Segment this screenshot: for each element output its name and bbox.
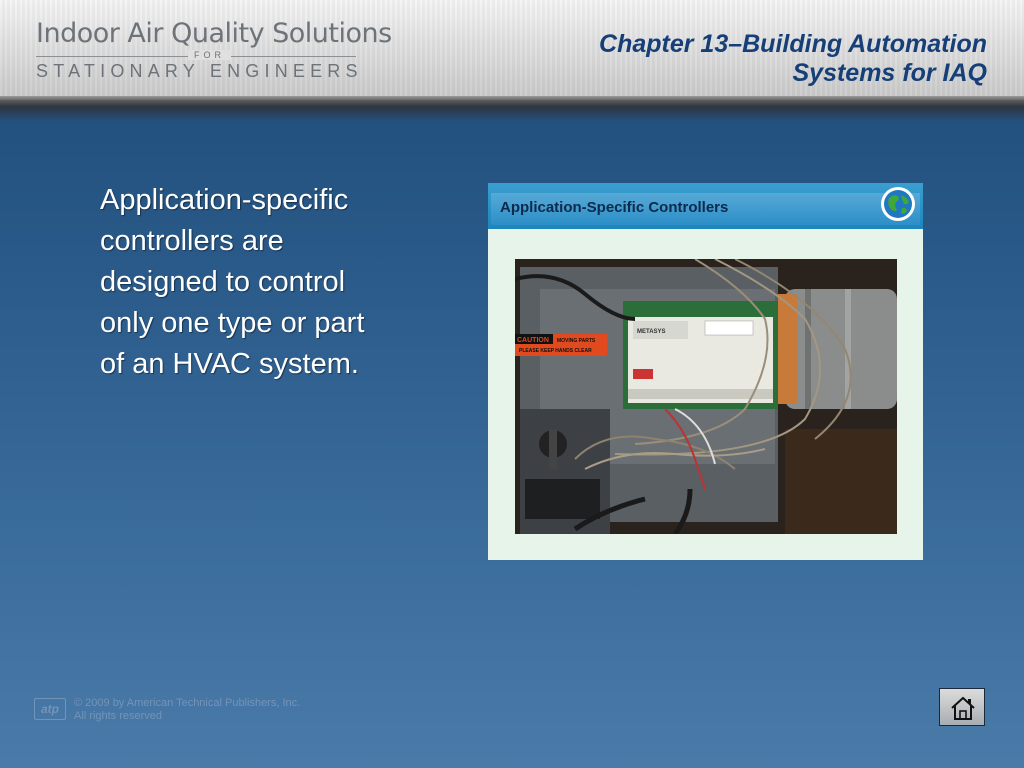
- copyright-notice: © 2009 by American Technical Publishers, Inc. All rights reserved: [74, 697, 301, 722]
- logo-for-label: FOR: [188, 50, 231, 60]
- logo-title: Indoor Air Quality Solutions: [36, 18, 392, 49]
- globe-icon: [880, 186, 916, 222]
- home-button[interactable]: [939, 688, 985, 726]
- body-line: designed to control: [100, 266, 346, 298]
- body-line: controllers are: [100, 225, 284, 257]
- header-banner: [0, 0, 1024, 100]
- controller-photo: [515, 259, 897, 534]
- figure-header: [488, 183, 923, 229]
- header-shadow: [0, 100, 1024, 122]
- moving-parts-text: MOVING PARTS: [557, 338, 596, 344]
- figure-title: Application-Specific Controllers: [500, 199, 729, 216]
- home-icon: [949, 694, 977, 722]
- keep-clear-text: PLEASE KEEP HANDS CLEAR: [519, 348, 592, 354]
- figure-panel: [488, 183, 923, 560]
- brand-text: METASYS: [637, 329, 666, 335]
- logo-subtitle: STATIONARY ENGINEERS: [36, 61, 363, 81]
- chapter-title: [507, 30, 987, 88]
- chapter-title-line-2: Systems for IAQ: [792, 59, 987, 87]
- body-line: of an HVAC system.: [100, 348, 359, 380]
- body-line: Application-specific: [100, 184, 349, 216]
- slide-body-text: [100, 180, 440, 385]
- chapter-title-line-1: Chapter 13–Building Automation: [599, 30, 987, 58]
- publisher-logo: atp: [34, 698, 66, 720]
- caution-text: CAUTION: [517, 337, 549, 344]
- body-line: only one type or part: [100, 307, 365, 339]
